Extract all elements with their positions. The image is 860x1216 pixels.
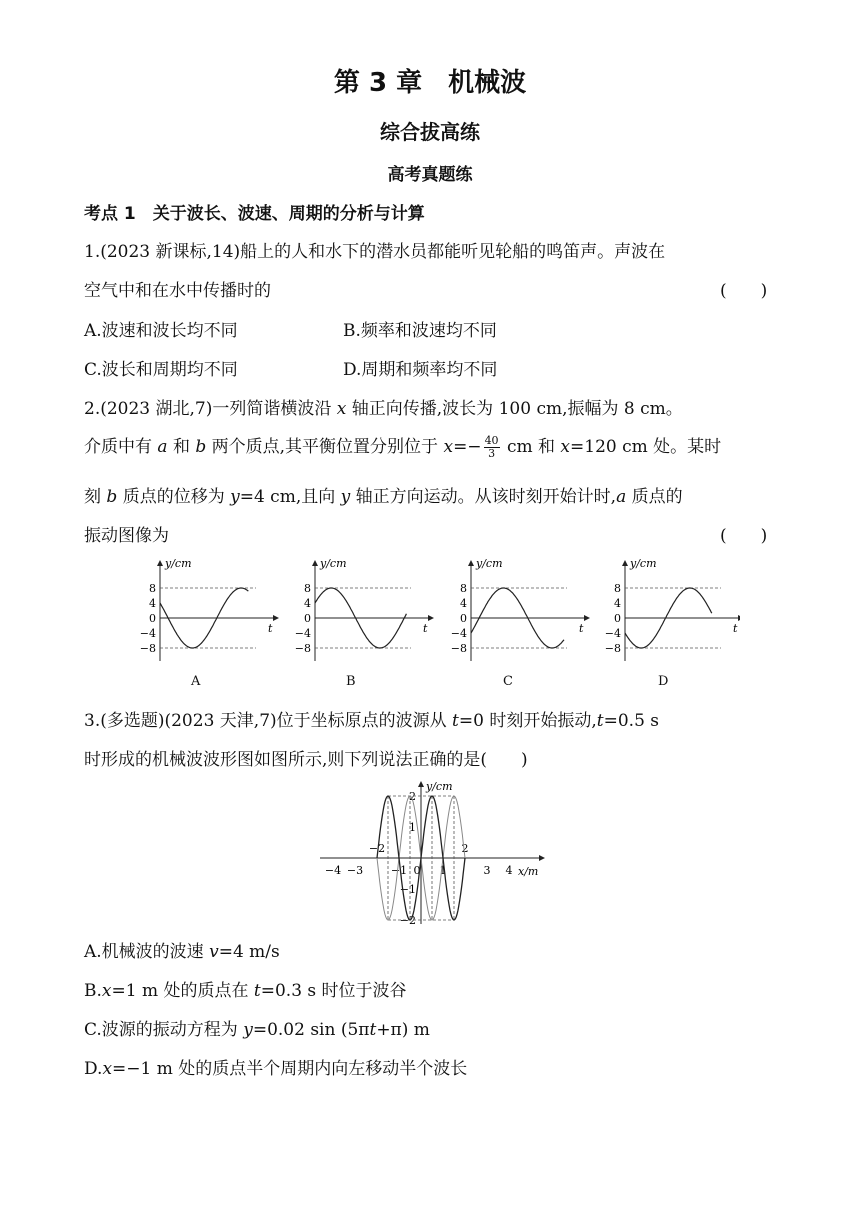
y-tick-label: −4 xyxy=(140,627,156,640)
y-tick-label: −8 xyxy=(140,642,156,655)
y-axis-label: y/cm xyxy=(630,557,657,570)
graph-d xyxy=(605,557,740,661)
graph-a xyxy=(140,557,278,661)
x-tick-label: 0 xyxy=(413,864,421,877)
q2-line1: 2.(2023 湖北,7)一列简谐横波沿 x 轴正向传播,波长为 100 cm,振幅为 8 cm。 xyxy=(84,399,683,419)
y-tick-label: −8 xyxy=(450,642,467,655)
y-axis-label: y/cm xyxy=(426,780,453,793)
chapter-title: 第 3 章 机械波 xyxy=(333,68,527,98)
y-tick-label: 1 xyxy=(409,821,416,834)
y-tick-label: 8 xyxy=(304,582,311,595)
graph-label-a: A xyxy=(191,674,201,689)
q3-option-b: B.x=1 m 处的质点在 t=0.3 s 时位于波谷 xyxy=(84,981,407,1001)
q1-line1: 1.(2023 新课标,14)船上的人和水下的潜水员都能听见轮船的鸣笛声。声波在 xyxy=(84,242,666,262)
x-tick-label: 2 xyxy=(461,842,469,855)
y-tick-label: 8 xyxy=(149,582,156,595)
q3-line1: 3.(多选题)(2023 天津,7)位于坐标原点的波源从 t=0 时刻开始振动,t=0.5 s xyxy=(84,711,660,731)
t-axis-label: t xyxy=(733,622,738,635)
y-tick-label: 4 xyxy=(149,597,156,610)
q1-option-d: D.周期和频率均不同 xyxy=(343,360,498,380)
q1-option-c: C.波长和周期均不同 xyxy=(84,360,238,380)
graph-label-b: B xyxy=(346,674,356,689)
y-axis-label: y/cm xyxy=(320,557,347,570)
y-tick-label: 2 xyxy=(409,790,416,803)
y-axis-label: y/cm xyxy=(165,557,192,570)
graph-label-d: D xyxy=(658,674,669,689)
q1-option-a: A.波速和波长均不同 xyxy=(84,321,238,341)
section-title: 综合拔高练 xyxy=(380,120,480,144)
y-tick-label: −4 xyxy=(294,627,311,640)
y-tick-label: −1 xyxy=(399,883,416,896)
x-tick-label: −1 xyxy=(390,864,408,877)
y-tick-label: 0 xyxy=(149,612,156,625)
q2-line2: 介质中有 a 和 b 两个质点,其平衡位置分别位于 x=− $\frac{40}{3}$ cm 和 x=120 cm 处。某时 xyxy=(84,434,722,460)
x-tick-label: 1 xyxy=(439,864,447,877)
q3-waveform-graph xyxy=(312,778,552,928)
q3-option-d: D.x=−1 m 处的质点半个周期内向左移动半个波长 xyxy=(84,1059,468,1079)
y-tick-label: −4 xyxy=(604,627,621,640)
topic-heading: 考点 1 关于波长、波速、周期的分析与计算 xyxy=(84,204,425,224)
q2-line4: 振动图像为 xyxy=(84,526,169,546)
t-axis-label: t xyxy=(423,622,428,635)
x-axis-label: x/m xyxy=(518,865,539,878)
y-tick-label: 4 xyxy=(304,597,311,610)
q2-line3: 刻 b 质点的位移为 y=4 cm,且向 y 轴正方向运动。从该时刻开始计时,a 质点的 xyxy=(84,487,683,507)
x-tick-label: −2 xyxy=(368,842,386,855)
t-axis-label: t xyxy=(268,622,273,635)
y-tick-label: 4 xyxy=(614,597,621,610)
graph-b xyxy=(295,557,433,661)
graph-c xyxy=(451,557,589,661)
graph-label-c: C xyxy=(503,674,513,689)
y-axis-label: y/cm xyxy=(476,557,503,570)
y-tick-label: 0 xyxy=(614,612,621,625)
x-tick-label: −4 xyxy=(324,864,342,877)
q2-answer-paren: ( ) xyxy=(720,526,768,546)
y-tick-label: −8 xyxy=(294,642,311,655)
sub-title: 高考真题练 xyxy=(387,165,473,185)
x-tick-label: −3 xyxy=(346,864,364,877)
y-tick-label: −2 xyxy=(399,914,416,927)
y-tick-label: 0 xyxy=(460,612,467,625)
y-tick-label: 8 xyxy=(614,582,621,595)
q1-option-b: B.频率和波速均不同 xyxy=(343,321,497,341)
q3-option-c: C.波源的振动方程为 y=0.02 sin (5πt+π) m xyxy=(84,1020,430,1040)
y-tick-label: 0 xyxy=(304,612,311,625)
y-tick-label: −4 xyxy=(450,627,467,640)
fraction-40-3: $\frac{40}{3}$ xyxy=(484,434,499,460)
t-axis-label: t xyxy=(579,622,584,635)
x-tick-label: 3 xyxy=(483,864,491,877)
y-tick-label: −8 xyxy=(604,642,621,655)
y-tick-label: 8 xyxy=(460,582,467,595)
q1-answer-paren: ( ) xyxy=(720,281,768,301)
q3-option-a: A.机械波的波速 v=4 m/s xyxy=(84,942,280,962)
x-tick-label: 4 xyxy=(505,864,513,877)
y-tick-label: 4 xyxy=(460,597,467,610)
q3-line2: 时形成的机械波波形图如图所示,则下列说法正确的是( ) xyxy=(84,750,528,770)
q1-line2: 空气中和在水中传播时的 xyxy=(84,281,271,301)
q2-vibration-graphs xyxy=(140,553,740,693)
